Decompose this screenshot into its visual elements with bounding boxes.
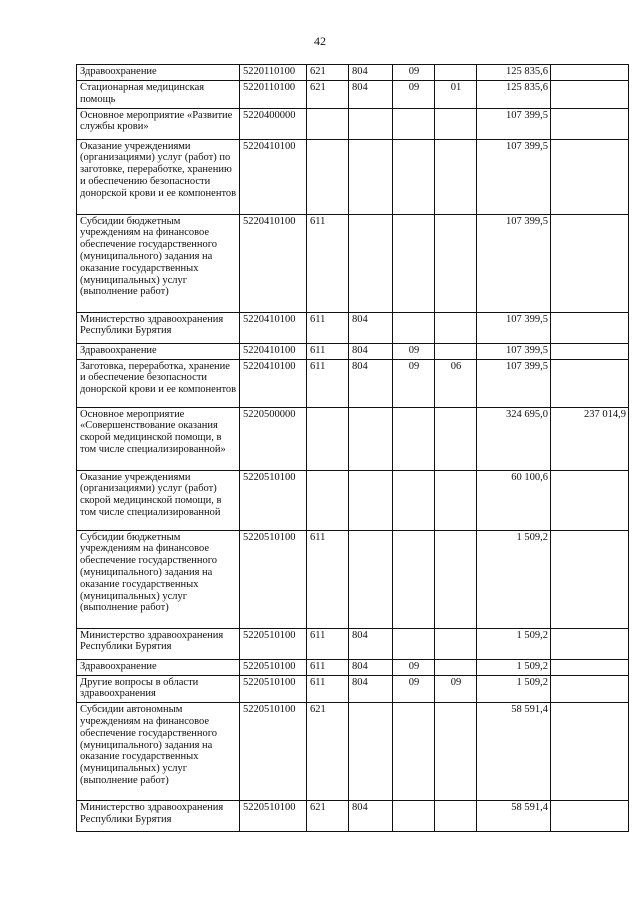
- expense-type-cell: 611: [307, 359, 349, 407]
- subsection-cell: [435, 628, 477, 659]
- target-article-cell: 5220410100: [240, 139, 307, 214]
- section-cell: [393, 407, 435, 470]
- subsection-cell: 09: [435, 675, 477, 703]
- row-name-cell: Здравоохранение: [77, 343, 240, 359]
- amount-cell: 324 695,0: [477, 407, 551, 470]
- subsection-cell: [435, 343, 477, 359]
- amount-extra-cell: [551, 703, 629, 801]
- section-cell: [393, 312, 435, 343]
- expense-type-cell: 611: [307, 312, 349, 343]
- row-name-cell: Здравоохранение: [77, 65, 240, 81]
- ministry-code-cell: 804: [349, 659, 393, 675]
- row-name-cell: Субсидии бюджетным учреждениям на финансовое обеспечение государственного (муниципального) задания на оказание государственных (муниципальных) услуг (выполнение работ): [77, 530, 240, 628]
- amount-cell: 107 399,5: [477, 214, 551, 312]
- ministry-code-cell: [349, 139, 393, 214]
- budget-table: [76, 64, 629, 832]
- expense-type-cell: 611: [307, 628, 349, 659]
- section-cell: [393, 470, 435, 530]
- target-article-cell: 5220500000: [240, 407, 307, 470]
- section-cell: [393, 214, 435, 312]
- section-cell: 09: [393, 675, 435, 703]
- amount-extra-cell: 237 014,9: [551, 407, 629, 470]
- subsection-cell: [435, 530, 477, 628]
- section-cell: [393, 703, 435, 801]
- ministry-code-cell: [349, 470, 393, 530]
- ministry-code-cell: 804: [349, 312, 393, 343]
- expense-type-cell: [307, 407, 349, 470]
- row-name-cell: Оказание учреждениями (организациями) услуг (работ) скорой медицинской помощи, в том числе специализированной: [77, 470, 240, 530]
- table-row: [77, 407, 629, 470]
- subsection-cell: [435, 312, 477, 343]
- table-row: [77, 359, 629, 407]
- ministry-code-cell: [349, 108, 393, 139]
- amount-cell: 107 399,5: [477, 312, 551, 343]
- expense-type-cell: 621: [307, 703, 349, 801]
- table-row: [77, 703, 629, 801]
- amount-extra-cell: [551, 628, 629, 659]
- budget-table-body: [77, 65, 629, 832]
- target-article-cell: 5220400000: [240, 108, 307, 139]
- subsection-cell: 01: [435, 81, 477, 109]
- section-cell: [393, 139, 435, 214]
- amount-cell: 1 509,2: [477, 675, 551, 703]
- amount-cell: 58 591,4: [477, 703, 551, 801]
- row-name-cell: Основное мероприятие «Развитие службы крови»: [77, 108, 240, 139]
- amount-extra-cell: [551, 359, 629, 407]
- table-row: [77, 139, 629, 214]
- amount-extra-cell: [551, 675, 629, 703]
- target-article-cell: 5220510100: [240, 703, 307, 801]
- subsection-cell: [435, 139, 477, 214]
- target-article-cell: 5220410100: [240, 214, 307, 312]
- amount-cell: 1 509,2: [477, 530, 551, 628]
- subsection-cell: [435, 407, 477, 470]
- amount-cell: 125 835,6: [477, 81, 551, 109]
- row-name-cell: Субсидии автономным учреждениям на финансовое обеспечение государственного (муниципального) задания на оказание государственных (муниципальных) услуг (выполнение работ): [77, 703, 240, 801]
- amount-extra-cell: [551, 65, 629, 81]
- target-article-cell: 5220410100: [240, 312, 307, 343]
- expense-type-cell: 611: [307, 675, 349, 703]
- target-article-cell: 5220510100: [240, 470, 307, 530]
- row-name-cell: Другие вопросы в области здравоохранения: [77, 675, 240, 703]
- table-row: [77, 470, 629, 530]
- amount-extra-cell: [551, 659, 629, 675]
- ministry-code-cell: [349, 530, 393, 628]
- row-name-cell: Стационарная медицинская помощь: [77, 81, 240, 109]
- subsection-cell: [435, 65, 477, 81]
- row-name-cell: Министерство здравоохранения Республики Бурятия: [77, 628, 240, 659]
- amount-extra-cell: [551, 139, 629, 214]
- subsection-cell: [435, 659, 477, 675]
- ministry-code-cell: [349, 214, 393, 312]
- ministry-code-cell: [349, 703, 393, 801]
- section-cell: [393, 801, 435, 832]
- table-row: [77, 675, 629, 703]
- target-article-cell: 5220410100: [240, 343, 307, 359]
- ministry-code-cell: [349, 407, 393, 470]
- table-row: [77, 530, 629, 628]
- amount-cell: 1 509,2: [477, 659, 551, 675]
- table-row: [77, 81, 629, 109]
- section-cell: 09: [393, 659, 435, 675]
- subsection-cell: [435, 703, 477, 801]
- target-article-cell: 5220110100: [240, 65, 307, 81]
- expense-type-cell: 611: [307, 530, 349, 628]
- target-article-cell: 5220510100: [240, 801, 307, 832]
- row-name-cell: Заготовка, переработка, хранение и обеспечение безопасности донорской крови и ее компонентов: [77, 359, 240, 407]
- expense-type-cell: 621: [307, 81, 349, 109]
- amount-extra-cell: [551, 530, 629, 628]
- subsection-cell: [435, 470, 477, 530]
- expense-type-cell: 611: [307, 214, 349, 312]
- target-article-cell: 5220410100: [240, 359, 307, 407]
- row-name-cell: Здравоохранение: [77, 659, 240, 675]
- ministry-code-cell: 804: [349, 675, 393, 703]
- table-row: [77, 65, 629, 81]
- amount-cell: 1 509,2: [477, 628, 551, 659]
- table-row: [77, 312, 629, 343]
- table-row: [77, 659, 629, 675]
- subsection-cell: [435, 801, 477, 832]
- amount-cell: 107 399,5: [477, 343, 551, 359]
- ministry-code-cell: 804: [349, 65, 393, 81]
- target-article-cell: 5220510100: [240, 675, 307, 703]
- subsection-cell: 06: [435, 359, 477, 407]
- target-article-cell: 5220510100: [240, 659, 307, 675]
- ministry-code-cell: 804: [349, 343, 393, 359]
- table-row: [77, 214, 629, 312]
- amount-cell: 58 591,4: [477, 801, 551, 832]
- amount-cell: 60 100,6: [477, 470, 551, 530]
- amount-extra-cell: [551, 108, 629, 139]
- section-cell: 09: [393, 359, 435, 407]
- ministry-code-cell: 804: [349, 801, 393, 832]
- section-cell: [393, 628, 435, 659]
- ministry-code-cell: 804: [349, 628, 393, 659]
- section-cell: 09: [393, 81, 435, 109]
- row-name-cell: Министерство здравоохранения Республики Бурятия: [77, 801, 240, 832]
- amount-extra-cell: [551, 312, 629, 343]
- row-name-cell: Министерство здравоохранения Республики Бурятия: [77, 312, 240, 343]
- section-cell: 09: [393, 65, 435, 81]
- expense-type-cell: [307, 470, 349, 530]
- expense-type-cell: 611: [307, 659, 349, 675]
- section-cell: [393, 530, 435, 628]
- row-name-cell: Субсидии бюджетным учреждениям на финансовое обеспечение государственного (муниципального) задания на оказание государственных (муниципальных) услуг (выполнение работ): [77, 214, 240, 312]
- table-row: [77, 343, 629, 359]
- amount-extra-cell: [551, 343, 629, 359]
- amount-extra-cell: [551, 470, 629, 530]
- page-number: 42: [314, 34, 326, 48]
- section-cell: [393, 108, 435, 139]
- amount-cell: 107 399,5: [477, 359, 551, 407]
- expense-type-cell: 621: [307, 65, 349, 81]
- ministry-code-cell: 804: [349, 359, 393, 407]
- amount-extra-cell: [551, 81, 629, 109]
- ministry-code-cell: 804: [349, 81, 393, 109]
- amount-cell: 107 399,5: [477, 108, 551, 139]
- expense-type-cell: 611: [307, 343, 349, 359]
- row-name-cell: Оказание учреждениями (организациями) услуг (работ) по заготовке, переработке, хранению и обеспечению безопасности донорской крови и ее компонентов: [77, 139, 240, 214]
- target-article-cell: 5220510100: [240, 628, 307, 659]
- amount-extra-cell: [551, 801, 629, 832]
- table-row: [77, 108, 629, 139]
- table-row: [77, 628, 629, 659]
- expense-type-cell: [307, 108, 349, 139]
- subsection-cell: [435, 214, 477, 312]
- expense-type-cell: 621: [307, 801, 349, 832]
- table-row: [77, 801, 629, 832]
- section-cell: 09: [393, 343, 435, 359]
- amount-cell: 125 835,6: [477, 65, 551, 81]
- row-name-cell: Основное мероприятие «Совершенствование оказания скорой медицинской помощи, в том числе специализированной»: [77, 407, 240, 470]
- expense-type-cell: [307, 139, 349, 214]
- amount-cell: 107 399,5: [477, 139, 551, 214]
- amount-extra-cell: [551, 214, 629, 312]
- subsection-cell: [435, 108, 477, 139]
- target-article-cell: 5220110100: [240, 81, 307, 109]
- target-article-cell: 5220510100: [240, 530, 307, 628]
